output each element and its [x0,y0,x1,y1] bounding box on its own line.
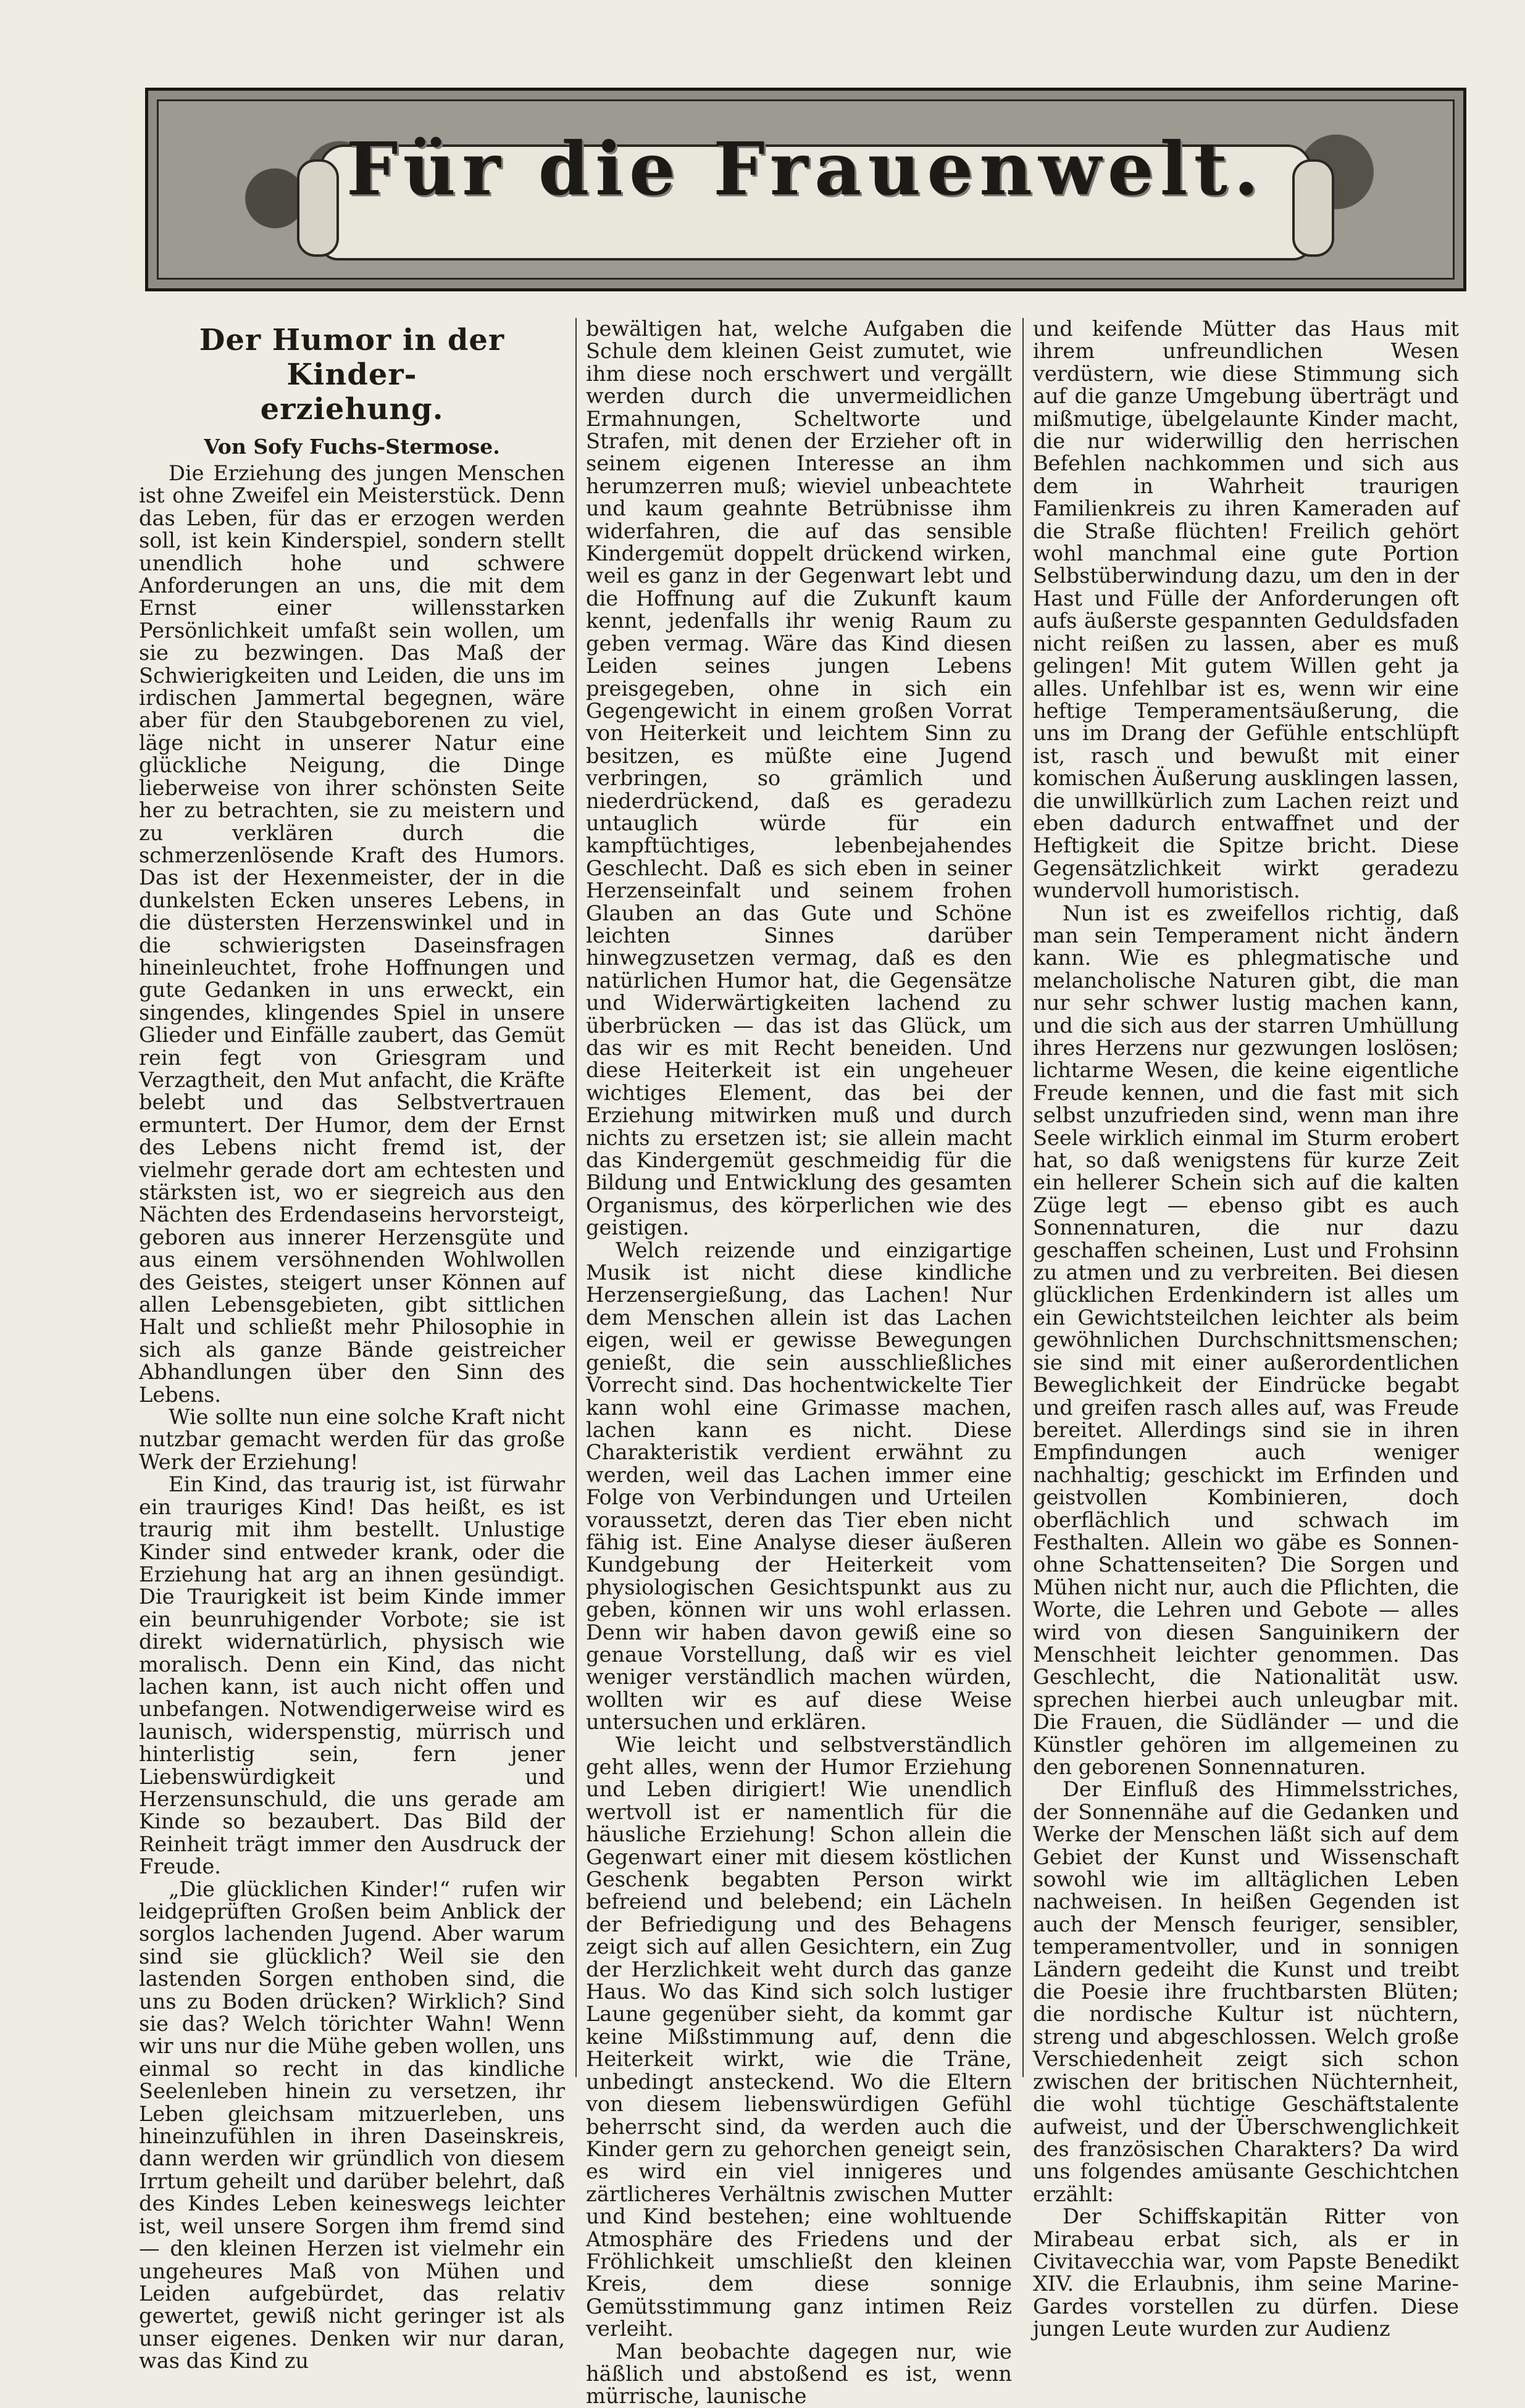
column-3 [1033,318,1459,2341]
paragraph: bewältigen hat, welche Aufgaben die Schule dem kleinen Geist zumutet, wie ihm diese noch erschwert und vergällt werden durch die unvermeidlichen Ermahnungen, Scheltworte und Strafen, mit denen der Erzieher oft in seinem eigenen Interesse an ihm herumzerren muß; wieviel unbeachtete und kaum geahnte Betrübnisse ihm widerfahren, die auf das sensible Kindergemüt doppelt drückend wirken, weil es ganz in der Gegenwart lebt und die Hoffnung auf die Zukunft kaum kennt, jedenfalls ihr wenig Raum zu geben vermag. Wäre das Kind diesen Leiden seines jungen Lebens preisgegeben, ohne in sich ein Gegengewicht in einem großen Vorrat von Heiterkeit und leichtem Sinn zu besitzen, es müßte eine Jugend verbringen, so grämlich und niederdrückend, daß es geradezu untauglich würde für ein kampftüchtiges, lebenbejahendes Geschlecht. Daß es sich eben in seiner Herzenseinfalt und seinem frohen Glauben an das Gute und Schöne leichten Sinnes darüber hinwegzusetzen vermag, daß es den natürlichen Humor hat, die Gegensätze und Widerwärtigkeiten lachend zu überbrücken — das ist das Glück, um das wir es mit Recht beneiden. Und diese Heiterkeit ist ein ungeheuer wichtiges Element, das bei der Erziehung mitwirken muß und durch nichts zu ersetzen ist; sie allein macht das Kindergemüt geschmeidig für die Bildung und Entwicklung des gesamten Organismus, des körperlichen wie des geistigen. [586,317,1012,1240]
paragraph: Der Einfluß des Himmelsstriches, der Sonnennähe auf die Gedanken und Werke der Menschen läßt sich auf dem Gebiet der Kunst und Wissenschaft sowohl wie im alltäglichen Leben nachweisen. In heißen Gegenden ist auch der Mensch feuriger, sensibler, temperamentvoller, und in sonnigen Ländern gedeiht die Kunst und treibt die Poesie ihre fruchtbarsten Blüten; die nordische Kultur ist nüchtern, streng und abgeschlossen. Welch große Verschiedenheit zeigt sich schon zwischen der britischen Nüchternheit, die wohl tüchtige Geschäftstalente aufweist, und der Überschwenglichkeit des französischen Charakters? Da wird uns folgendes amüsante Geschichtchen erzählt: [1033,1777,1459,2206]
section-banner [145,88,1466,291]
banner-title: Für die Frauenwelt. [346,126,1266,212]
paragraph: Man beobachte dagegen nur, wie häßlich und abstoßend es ist, wenn mürrische, launische [586,2339,1012,2408]
column-1 [139,318,565,2373]
paragraph: Der Schiffskapitän Ritter von Mirabeau erbat sich, als er in Civitavecchia war, vom Papste Benedikt XIV. die Erlaubnis, ihm seine Marine-Gardes vorstellen zu dürfen. Diese jungen Leute wurden zur Audienz [1033,2204,1459,2341]
article-columns [139,317,1473,2408]
column-rule [1022,318,1024,2077]
column-rule [575,318,577,2077]
article-byline: Von Sofy Fuchs-Stermose. [204,435,500,459]
paragraph: Die Erziehung des jungen Menschen ist ohne Zweifel ein Meisterstück. Denn das Leben, für das er erzogen werden soll, ist kein Kinderspiel, sondern stellt unendlich hohe und schwere Anforderungen an uns, die mit dem Ernst einer willensstarken Persönlichkeit umfaßt sein wollen, um sie zu bezwingen. Das Maß der Schwierigkeiten und Leiden, die uns im irdischen Jammertal begegnen, wäre aber für den Staubgeborenen zu viel, läge nicht in unserer Natur eine glückliche Neigung, die Dinge lieberweise von ihrer schönsten Seite her zu betrachten, sie zu meistern und zu verklären durch die schmerzenlösende Kraft des Humors. Das ist der Hexenmeister, der in die dunkelsten Ecken unseres Lebens, in die düstersten Herzenswinkel und in die schwierigsten Daseinsfragen hineinleuchtet, frohe Hoffnungen und gute Gedanken in uns erweckt, ein singendes, klingendes Spiel in unsere Glieder und Einfälle zaubert, das Gemüt rein fegt von Griesgram und Verzagtheit, den Mut anfacht, die Kräfte belebt und das Selbstvertrauen ermuntert. Der Humor, dem der Ernst des Lebens nicht fremd ist, der vielmehr gerade dort am echtesten und stärksten ist, wo er siegreich aus den Nächten des Erdendaseins hervorsteigt, geboren aus innerer Herzensgüte und aus einem versöhnenden Wohlwollen des Geistes, steigert unser Können auf allen Lebensgebieten, gibt sittlichen Halt und schließt mehr Philosophie in sich als ganze Bände geistreicher Abhandlungen über den Sinn des Lebens. [139,461,565,1407]
article-title: Der Humor in der Kinder- erziehung. [199,323,505,427]
paragraph: Ein Kind, das traurig ist, ist fürwahr ein trauriges Kind! Das heißt, es ist traurig mit ihm bestellt. Unlustige Kinder sind entweder krank, oder die Erziehung hat arg an ihnen gesündigt. Die Traurigkeit ist beim Kinde immer ein beunruhigender Vorbote; sie ist direkt widernatürlich, physisch wie moralisch. Denn ein Kind, das nicht lachen kann, ist auch nicht offen und unbefangen. Notwendigerweise wird es launisch, widerspenstig, mürrisch und hinterlistig sein, fern jener Liebenswürdigkeit und Herzensunschuld, die uns gerade am Kinde so bezaubert. Das Bild der Reinheit trägt immer den Ausdruck der Freude. [139,1472,565,1879]
paragraph: Wie sollte nun eine solche Kraft nicht nutzbar gemacht werden für das große Werk der Erziehung! [139,1405,565,1474]
banner-ornament [157,99,1455,280]
paragraph: Welch reizende und einzigartige Musik ist nicht diese kindliche Herzensergießung, das Lachen! Nur dem Menschen allein ist das Lachen eigen, weil er gewisse Bewegungen genießt, die sein ausschließliches Vorrecht sind. Das hochentwickelte Tier kann wohl eine Grimasse machen, lachen kann es nicht. Diese Charakteristik verdient erwähnt zu werden, weil das Lachen immer eine Folge von Verbindungen und Urteilen voraussetzt, deren das Tier eben nicht fähig ist. Eine Analyse dieser äußeren Kundgebung der Heiterkeit vom physiologischen Gesichtspunkt aus zu geben, können wir uns wohl erlassen. Denn wir haben davon gewiß eine so genaue Vorstellung, daß wir es viel weniger verständlich machen würden, wollten wir es auf diese Weise untersuchen und erklären. [586,1238,1012,1735]
paragraph: und keifende Mütter das Haus mit ihrem unfreundlichen Wesen verdüstern, wie diese Stimmung sich auf die ganze Umgebung überträgt und mißmutige, übelgelaunte Kinder macht, die nur widerwillig den herrischen Befehlen nachkommen und sich aus dem in Wahrheit traurigen Familienkreis zu ihren Kameraden auf die Straße flüchten! Freilich gehört wohl manchmal eine gute Portion Selbstüberwindung dazu, um den in der Hast und Fülle der Anforderungen oft aufs äußerste gespannten Geduldsfaden nicht reißen zu lassen, aber es muß gelingen! Mit gutem Willen geht ja alles. Unfehlbar ist es, wenn wir eine heftige Temperamentsäußerung, die uns im Drang der Gefühle entschlüpft ist, rasch und bewußt mit einer komischen Äußerung ausklingen lassen, die unwillkürlich zum Lachen reizt und eben dadurch entwaffnet und der Heftigkeit die Spitze bricht. Diese Gegensätzlichkeit wirkt geradezu wundervoll humoristisch. [1033,317,1459,903]
paragraph: „Die glücklichen Kinder!“ rufen wir leidgeprüften Großen beim Anblick der sorglos lachenden Jugend. Aber warum sind sie glücklich? Weil sie den lastenden Sorgen enthoben sind, die uns zu Boden drücken? Wirklich? Sind sie das? Welch törichter Wahn! Wenn wir uns nur die Mühe geben wollen, uns einmal so recht in das kindliche Seelenleben hinein zu versetzen, ihr Leben gleichsam mitzuerleben, uns hineinzufühlen in ihren Daseinskreis, dann werden wir gründlich von diesem Irrtum geheilt und darüber belehrt, daß des Kindes Leben keineswegs leichter ist, weil unsere Sorgen ihm fremd sind — den kleinen Herzen ist vielmehr ein ungeheures Maß von Mühen und Leiden aufgebürdet, das relativ gewertet, gewiß nicht geringer ist als unser eigenes. Denken wir nur daran, was das Kind zu [139,1877,565,2373]
paragraph: Nun ist es zweifellos richtig, daß man sein Temperament nicht ändern kann. Wie es phlegmatische und melancholische Naturen gibt, die man nur sehr schwer lustig machen kann, und die sich aus der starren Umhüllung ihres Herzens nur gezwungen loslösen; lichtarme Wesen, die keine eigentliche Freude kennen, und die fast mit sich selbst unzufrieden sind, wenn man ihre Seele wirklich einmal im Sturm erobert hat, so daß wenigstens für kurze Zeit ein hellerer Schein sich auf die kalten Züge legt — ebenso gibt es auch Sonnennaturen, die nur dazu geschaffen scheinen, Lust und Frohsinn zu atmen und zu verbreiten. Bei diesen glücklichen Erdenkindern ist alles um ein Gewichtsteilchen leichter als beim gewöhnlichen Durchschnittsmenschen; sie sind mit einer außerordentlichen Beweglichkeit der Eindrücke begabt und greifen rasch alles auf, was Freude bereitet. Allerdings sind sie in ihren Empfindungen auch weniger nachhaltig; geschickt im Erfinden und geistvollen Kombinieren, doch oberflächlich und schwach im Festhalten. Allein wo gäbe es Sonnen- ohne Schattenseiten? Die Sorgen und Mühen nicht nur, auch die Pflichten, die Worte, die Lehren und Gebote — alles wird von diesen Sanguinikern der Menschheit leichter genommen. Das Geschlecht, die Nationalität usw. sprechen hierbei auch unleugbar mit. Die Frauen, die Südländer — und die Künstler gehören im allgemeinen zu den geborenen Sonnennaturen. [1033,901,1459,1779]
column-2 [586,318,1012,2408]
paragraph: Wie leicht und selbstverständlich geht alles, wenn der Humor Erziehung und Leben dirigiert! Wie unendlich wertvoll ist er namentlich für die häusliche Erziehung! Schon allein die Gegenwart einer mit diesem köstlichen Geschenk begabten Person wirkt befreiend und belebend; ein Lächeln der Befriedigung und des Behagens zeigt sich auf allen Gesichtern, ein Zug der Herzlichkeit weht durch das ganze Haus. Wo das Kind sich solch lustiger Laune gegenüber sieht, da kommt gar keine Mißstimmung auf, denn die Heiterkeit wirkt, wie die Träne, unbedingt ansteckend. Wo die Eltern von diesem liebenswürdigen Gefühl beherrscht sind, da werden auch die Kinder gern zu gehorchen geneigt sein, es wird ein viel innigeres und zärtlicheres Verhältnis zwischen Mutter und Kind bestehen; eine wohltuende Atmosphäre des Friedens und der Fröhlichkeit umschließt den kleinen Kreis, dem diese sonnige Gemütsstimmung ganz intimen Reiz verleiht. [586,1732,1012,2341]
